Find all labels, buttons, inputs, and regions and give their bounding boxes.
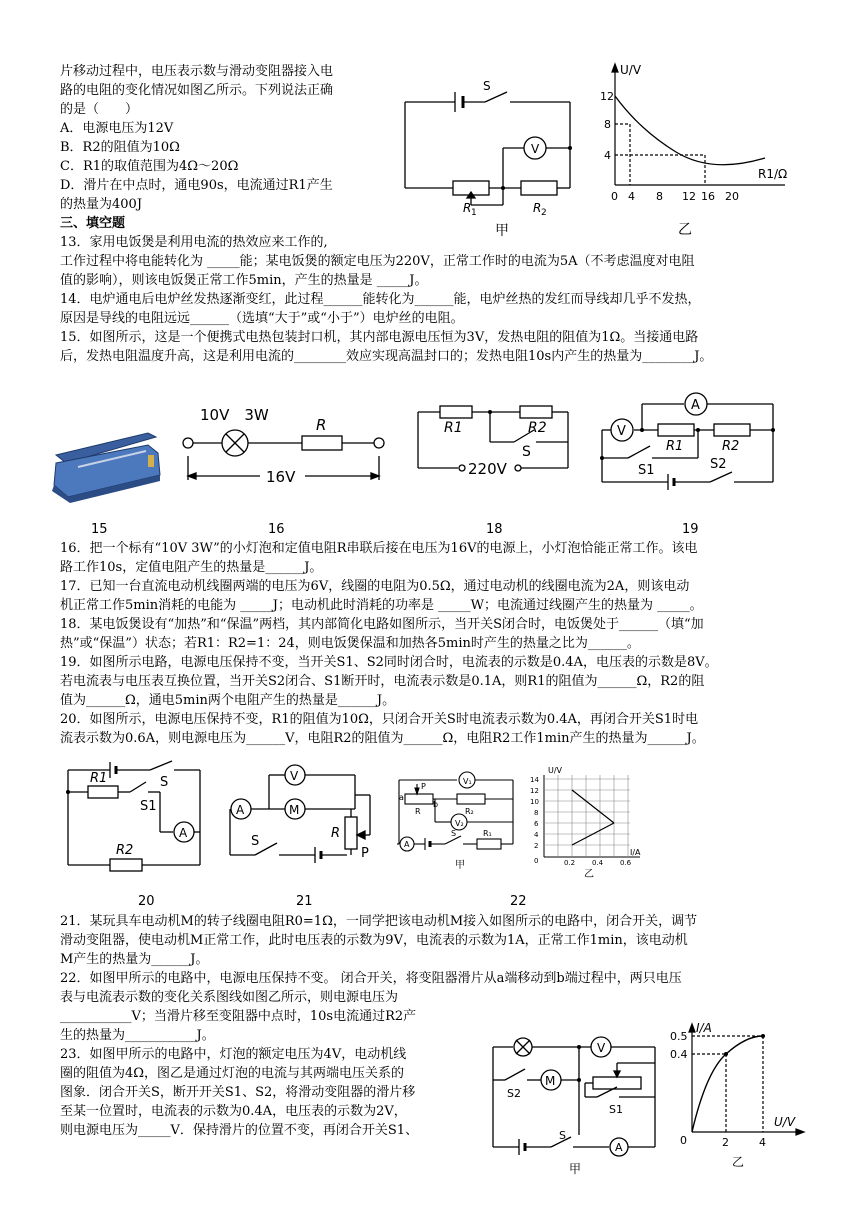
fig22-ytick: 2 [534, 842, 539, 850]
section-title: 三、填空题 [60, 216, 126, 231]
fig20-s: S [160, 775, 169, 790]
v1-label: V₁ [463, 777, 472, 786]
q12-option-b: B．R2的阻值为10Ω [60, 140, 180, 155]
xtick: 20 [725, 190, 739, 203]
q18-line: 热”或“保温”）状态；若R1：R2=1：24，则电饭煲保温和加热各5min时产生的热量之比为______。 [60, 636, 640, 651]
switch-label: S [483, 79, 491, 93]
q23-line: 23．如图甲所示的电路中，灯泡的额定电压为4V，电动机线 [60, 1047, 407, 1062]
fig20-circuit [60, 760, 215, 875]
fig23-ytick: 0.4 [670, 1048, 688, 1061]
fig23-s: S [559, 1129, 566, 1142]
fig21-motor: M [289, 803, 300, 817]
q21-line: M产生的热量为______J。 [60, 952, 209, 967]
q23-line: 至某一位置时，电流表的示数为0.4A，电压表的示数为2V， [60, 1104, 407, 1119]
q19-line: 若电流表与电压表互换位置，当开关S2闭合、S1断开时，电流表示数是0.1A，则R1的阻值为______Ω，R2的阻 [60, 674, 705, 689]
q23-line: 圈的阻值为4Ω，图乙是通过灯泡的电流与其两端电压关系的 [60, 1066, 405, 1081]
fig23-xlabel: U/V [774, 1115, 796, 1129]
fig-number-22: 22 [510, 894, 527, 909]
q16-q20-block [60, 539, 810, 748]
fig20-r2: R2 [116, 843, 134, 858]
fig19-circuit [598, 390, 788, 500]
graph-ylabel: U/V [620, 63, 642, 77]
q17-line: 17．已知一台直流电动机线圈两端的电压为6V，线圈的电阻为0.5Ω，通过电动机的线圈电流为2A，则该电动 [60, 579, 690, 594]
fig22-circuit [395, 770, 525, 870]
r1-label: R [463, 201, 472, 215]
q13-line: 工作过程中将电能转化为 _____能；某电饭煲的额定电压为220V，正常工作时的电流为5A（不考虑温度对电阻 [60, 254, 695, 269]
fig16-r-label: R [316, 416, 327, 434]
lamp-rating: 10V 3W [200, 406, 269, 424]
fig21-ammeter: A [236, 803, 245, 817]
q19-line: 19．如图所示电路，电源电压保持不变，当开关S1、S2同时闭合时，电流表的示数是0.4A，电压表的示数是8V。 [60, 655, 718, 670]
graph-xlabel: R1/Ω [758, 167, 788, 181]
fig-label-jia: 甲 [495, 223, 509, 239]
s-label: S [451, 829, 457, 838]
q15-line: 15．如图所示，这是一个便携式电热包装封口机，其内部电源电压恒为3V，发热电阻的阻值为1Ω。当接通电路 [60, 330, 699, 345]
q21-line: 滑动变阻器，使电动机M正常工作，此时电压表的示数为9V，电流表的示数为1A，正常工作1min，该电动机 [60, 933, 688, 948]
q22-line: ___________V；当滑片移至变阻器中点时，10s电流通过R2产 [60, 1009, 417, 1024]
fig23-ammeter: A [615, 1141, 623, 1154]
fig22-xtick: 0.2 [564, 859, 576, 867]
fig23-xtick: 2 [722, 1136, 729, 1149]
fig-number-15: 15 [91, 522, 108, 537]
q23-line: 则电源电压为_____V．保持滑片的位置不变，再闭合开关S1、 [60, 1123, 419, 1138]
xtick: 4 [628, 190, 635, 203]
q12-option-d-cont: 的热量为400J [60, 197, 143, 212]
fig19-s1: S1 [638, 463, 655, 478]
fig21-circuit [225, 765, 375, 875]
fig20-r1: R1 [90, 771, 108, 786]
heat-sealer-image [48, 415, 163, 505]
fig-number-19: 19 [682, 522, 699, 537]
r2-label: R₂ [465, 807, 474, 816]
fig19-s2: S2 [710, 457, 727, 472]
q20-line: 流表示数为0.6A，则电源电压为______V，电阻R2的阻值为______Ω，电阻R2工作1min产生的热量为______J。 [60, 731, 705, 746]
b-end-label: b [433, 800, 439, 809]
q12-option-a: A．电源电压为12V [60, 121, 174, 136]
fig23-circuit [485, 1035, 665, 1175]
fig22-ytick: 0 [534, 857, 539, 865]
q16-line: 路工作10s，定值电阻产生的热量是______J。 [60, 560, 323, 575]
xtick: 12 [682, 190, 696, 203]
q22-line: 生的热量为___________J。 [60, 1028, 215, 1043]
q12-line: 路的电阻的变化情况如图乙所示。下列说法正确 [60, 83, 334, 98]
fig18-r2: R2 [528, 420, 547, 436]
fig22-ylabel: U/V [548, 766, 563, 775]
q13-line: 13．家用电饭煲是利用电流的热效应来工作的, [60, 235, 328, 250]
fig19-r2: R2 [722, 439, 740, 454]
fig-number-20: 20 [138, 894, 155, 909]
fig23-motor: M [545, 1074, 556, 1088]
ytick: 12 [600, 90, 614, 103]
fig18-voltage: 220V [468, 460, 507, 478]
r1-sub: 1 [471, 208, 477, 218]
q14-line: 原因是导线的电阻远远______（选填“大于”或“小于”）电炉丝的电阻。 [60, 311, 464, 326]
q16-line: 16．把一个标有“10V 3W”的小灯泡和定值电阻R串联后接在电压为16V的电源上，小灯泡恰能正常工作。该电 [60, 541, 698, 556]
q15-line: 后，发热电阻温度升高，这是利用电流的________效应实现高温封口的；发热电阻10s内产生的热量为________J。 [60, 349, 713, 364]
fig21-s: S [251, 834, 260, 849]
fig23-xtick: 0 [680, 1134, 687, 1147]
q12-line: 片移动过程中，电压表示数与滑动变阻器接入电 [60, 64, 334, 79]
fig22-ytick: 4 [534, 831, 539, 839]
fig-number-21: 21 [296, 894, 313, 909]
fig18-r1: R1 [444, 420, 463, 436]
q12-option-d: D．滑片在中点时，通电90s，电流通过R1产生 [60, 178, 333, 193]
fig21-voltmeter: V [290, 769, 299, 783]
v2-label: V₂ [455, 819, 464, 828]
fig22-ammeter-label: A [404, 840, 410, 849]
fig22-jia: 甲 [455, 860, 465, 871]
fig20-s1: S1 [140, 799, 157, 814]
fig22-ytick: 10 [530, 798, 539, 806]
q14-line: 14．电炉通电后电炉丝发热逐渐变红，此过程______能转化为______能，电炉丝热的发红而导线却几乎不发热， [60, 292, 701, 307]
ytick: 4 [604, 149, 611, 162]
fig18-circuit [410, 400, 580, 485]
q20-line: 20．如图所示，电源电压保持不变，R1的阻值为10Ω，只闭合开关S时电流表示数为0.4A，再闭合开关S1时电 [60, 712, 699, 727]
fig21-p: P [361, 846, 369, 861]
q21-line: 21．某玩具车电动机M的转子线圈电阻R0=1Ω，一同学把该电动机M接入如图所示的电路中，闭合开关，调节 [60, 914, 698, 929]
fig19-r1: R1 [666, 439, 684, 454]
fig22-ytick: 12 [530, 787, 539, 795]
fig22-ytick: 8 [534, 809, 539, 817]
fig23-yi: 乙 [732, 1155, 745, 1169]
q12-line: 的是（ ） [60, 102, 139, 117]
fig16-circuit [180, 398, 390, 508]
fig-number-18: 18 [486, 522, 503, 537]
q22-line: 22．如图甲所示的电路中，电源电压保持不变。 闭合开关，将变阻器滑片从a端移动到b端过程中，两只电压 [60, 971, 682, 986]
r-label: R [415, 807, 421, 816]
a-end-label: a [399, 793, 404, 802]
q12-block [60, 62, 390, 233]
ytick: 8 [604, 118, 611, 131]
xtick: 16 [701, 190, 715, 203]
fig23-s1: S1 [609, 1103, 623, 1116]
fig22-yi: 乙 [584, 869, 594, 880]
fig22-graph [530, 765, 650, 880]
fig23-ylabel: I/A [696, 1021, 712, 1035]
q19-line: 值为______Ω，通电5min两个电阻产生的热量是______J。 [60, 693, 396, 708]
fig-label-yi: 乙 [678, 222, 692, 238]
q17-line: 机正常工作5min消耗的电能为 _____J；电动机此时消耗的功率是 _____W；电流通过线圈产生的热量为 _____。 [60, 598, 703, 613]
r2-label: R [533, 201, 542, 215]
fig22-xtick: 0.6 [620, 859, 632, 867]
r2-sub: 2 [541, 208, 547, 218]
fig23-xtick: 4 [759, 1136, 766, 1149]
q12-voltage-graph [600, 60, 800, 240]
xtick: 0 [611, 190, 618, 203]
fig22-xtick: 0.4 [592, 859, 604, 867]
fig23-voltmeter: V [597, 1041, 606, 1055]
fig23-s2: S2 [507, 1087, 521, 1100]
q12-option-c: C．R1的取值范围为4Ω～20Ω [60, 159, 239, 174]
fig18-switch: S [522, 444, 531, 460]
fig22-ytick: 14 [530, 776, 539, 784]
q23-line: 图象．闭合开关S，断开开关S1、S2，将滑动变阻器的滑片移 [60, 1085, 416, 1100]
fig23-graph [670, 1022, 805, 1172]
p-label: P [421, 782, 426, 791]
fig22-xlabel: I/A [630, 848, 641, 857]
fig23-ytick: 0.5 [670, 1030, 688, 1043]
fig22-ytick: 6 [534, 820, 539, 828]
q22-line: 表与电流表示数的变化关系图线如图乙所示，则电源电压为 [60, 990, 399, 1005]
q13-line: 值的影响），则该电饭煲正常工作5min，产生的热量是 _____J。 [60, 273, 428, 288]
r1-label: R₁ [483, 829, 492, 838]
q12-circuit-diagram [395, 80, 595, 240]
fig21-r: R [331, 826, 341, 841]
fig19-voltmeter: V [617, 424, 626, 439]
voltmeter-label: V [531, 142, 540, 156]
fig16-voltage: 16V [266, 468, 296, 486]
xtick: 8 [656, 190, 663, 203]
q13-q15-block [60, 233, 810, 366]
fig20-ammeter: A [179, 826, 188, 840]
fig23-jia: 甲 [569, 1162, 582, 1176]
fig-number-16: 16 [268, 522, 285, 537]
fig19-ammeter: A [691, 398, 700, 413]
q18-line: 18．某电饭煲设有“加热”和“保温”两档，其内部简化电路如图所示，当开关S闭合时，电饭煲处于______（填“加 [60, 617, 704, 632]
